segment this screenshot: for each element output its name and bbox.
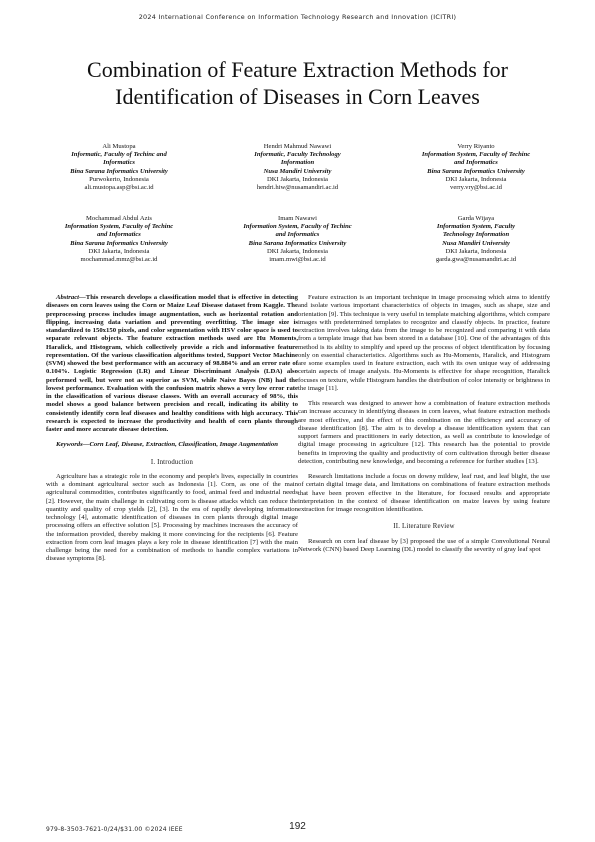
author-affiliation: Information [280, 159, 315, 167]
author-row-1 [40, 143, 555, 192]
author-email[interactable]: hendri.hiw@nusamandiri.ac.id [256, 184, 339, 192]
body-paragraph: This research was designed to answer how a combination of feature extraction methods can increase accuracy in identifying diseases in corn leaves, what feature extraction methods are most effective, and the effect of this combination on the efficiency and accuracy of disease identification [8]. The aim is to develop a disease identification system that can support farmers and practitioners in early detection, as well as contribute to knowledge of digital image processing in agriculture [12]. This research has the potential to provide benefits in improving the quality and productivity of corn cultivation through better disease detection, contributing new knowledge, and becoming a reference for further studies [13]. [298, 400, 550, 465]
author-affiliation: and Informatics [97, 231, 141, 239]
body-paragraph: Research limitations include a focus on downy mildew, leaf rust, and leaf blight, the use of certain digital image data, and limitations on combinations of feature extraction methods that have been proven effective in the literature, for focused results and appropriate interpretation in the context of disease identification on maize leaves by using feature extraction for image recognition identification. [298, 473, 550, 513]
author-city: DKI Jakarta, Indonesia [88, 247, 150, 255]
author-city: DKI Jakarta, Indonesia [445, 175, 507, 183]
author-university: Bina Sarana Informatics University [248, 239, 347, 247]
author-affiliation: Informatics [103, 159, 135, 167]
author-block [397, 215, 555, 264]
conference-header: 2024 International Conference on Information Technology Research and Innovation (ICITRI) [138, 13, 457, 21]
author-city: DKI Jakarta, Indonesia [267, 175, 328, 183]
author-affiliation: Technology Information [442, 231, 510, 239]
left-column [46, 294, 298, 571]
author-name: Verry Riyanto [457, 143, 495, 150]
author-university: Bina Sarana Informatics University [427, 167, 525, 175]
abstract-text: —This research develops a classification model that is effective in detecting diseases on corn leaves using the Corn or Maize Leaf Disease dataset from Kaggle. The preprocessing process includes image augmentation, such as horizontal rotation and flipping, increasing data variation and preventing overfitting. The image size is standardized to 150x150 pixels, and color segmentation with HSV color space is used to separate relevant objects. The feature extraction methods used are Hu Moments, Haralick, and Histogram, which collectively provide a rich and informative feature representation. Of the various classification algorithms tested, Support Vector Machine (SVM) showed the best performance with an accuracy of 98.884% and an error rate of 0.104%. Logistic Regression (LR) and Linear Discriminant Analysis (LDA) also performed well, but were not as superior as SVM, while Naive Bayes (NB) had the lowest performance. Evaluation with the confusion matrix shows a very low error rate in the classification of various disease classes. With an overall accuracy of 98%, this model shows a good balance between precision and recall, indicating its ability to consistently identify corn leaf diseases and healthy conditions with high accuracy. This research is expected to increase the productivity and health of corn plants through faster and more accurate disease detection. [46, 294, 298, 433]
abstract [46, 294, 298, 434]
author-block [219, 215, 377, 264]
author-email[interactable]: mochammad.mmz@bsi.ac.id [80, 256, 158, 264]
author-name: Mochammad Abdul Azis [86, 215, 152, 222]
author-affiliation: Informatic, Faculty Technology [254, 151, 341, 159]
author-name: Garda Wijaya [457, 215, 495, 222]
intro-paragraph: Agriculture has a strategic role in the economy and people's lives, especially in countries with a dominant agricultural sector such as Indonesia [1]. Corn, as one of the main agricultural commodities, contributes significantly to food, animal feed and industrial needs [2]. However, the main challenge in cultivating corn is disease attacks which can reduce the quantity and quality of crop yields [2], [3]. In the era of rapidly developing information technology [4], automatic identification of diseases in corn plants through digital image processing offers an effective solution [5]. Processing by machines increases the accuracy of the information provided, thereby making it more convincing for the recipients [6]. Feature extraction from corn leaf images plays a key role in disease identification [7] with the main challenge being the need for a combination of methods to handle complex variations in disease symptoms [8]. [46, 472, 298, 563]
author-affiliation: Information System, Faculty of Techinc [243, 223, 352, 231]
page-number: 192 [289, 821, 306, 832]
body-paragraph: Feature extraction is an important technique in image processing which aims to identify and isolate various important characteristics of objects in images, such as shape, size and orientation [9]. This technique is very useful in template matching algorithms, which compare images with predetermined templates to recognize and classify objects. In practice, feature extraction involves taking data from the image to be recognized and comparing it with data from a template image that has been stored in a database [10]. One of the advantages of this method is its ability to simplify and speed up the process of object identification by focusing only on essential characteristics. Algorithms such as Hu-Moments, Haralick, and Histogram are some examples used in feature extraction, each with its own unique way of addressing certain aspects of image analysis. Hu-Moments is effective for shape recognition, Haralick focuses on texture, while Histogram handles the distribution of color intensity or brightness in the image [11]. [298, 294, 550, 392]
author-university: Bina Sarana Informatics University [70, 167, 168, 175]
author-city: DKI Jakarta, Indonesia [445, 247, 507, 255]
author-email[interactable]: verry.vry@bsi.ac.id [450, 184, 502, 192]
paper-title: Combination of Feature Extraction Methods for Identification of Diseases in Corn Leaves [87, 57, 508, 109]
author-block [397, 143, 555, 192]
author-block [219, 143, 377, 192]
author-email[interactable]: garda.gwa@nusamandiri.ac.id [435, 256, 517, 264]
copyright-footer: 979-8-3503-7621-0/24/$31.00 ©2024 IEEE [46, 826, 183, 833]
author-block [40, 143, 198, 192]
author-university: Nusa Mandiri University [442, 239, 510, 247]
author-email[interactable]: imam.mwi@bsi.ac.id [269, 256, 326, 264]
section-heading-introduction: I. Introduction [150, 458, 194, 466]
author-affiliation: Informatic, Faculty of Techinc and [71, 151, 167, 159]
literature-paragraph: Research on corn leaf disease by [3] proposed the use of a simple Convolutional Neural Network (CNN) based Deep Learning (DL) model to classify the severity of gray leaf spot [298, 537, 550, 553]
author-name: Imam Nawawi [278, 215, 317, 222]
author-name: Hendri Mahmud Nawawi [263, 143, 332, 150]
author-university: Nusa Mandiri University [263, 167, 332, 175]
right-column [298, 294, 550, 561]
author-city: DKI Jakarta, Indonesia [267, 247, 328, 255]
author-email[interactable]: ali.mustopa.asp@bsi.ac.id [84, 184, 154, 192]
author-affiliation: Information System, Faculty of Techinc [64, 223, 174, 231]
author-city: Purwokerto, Indonesia [89, 175, 149, 183]
keywords: Keywords—Corn Leaf, Disease, Extraction, Classification, Image Augmentation [56, 441, 278, 449]
abstract-lead: Abstract [56, 294, 80, 301]
author-block [40, 215, 198, 264]
author-affiliation: and Informatics [454, 159, 498, 167]
author-affiliation: and Informatics [275, 231, 320, 239]
author-affiliation: Information System, Faculty [436, 223, 516, 231]
author-affiliation: Information System, Faculty of Techinc [421, 151, 531, 159]
author-row-2 [40, 215, 555, 264]
author-university: Bina Sarana Informatics University [70, 239, 168, 247]
section-heading-literature-review: II. Literature Review [393, 523, 455, 531]
author-name: Ali Mustopa [102, 143, 136, 150]
